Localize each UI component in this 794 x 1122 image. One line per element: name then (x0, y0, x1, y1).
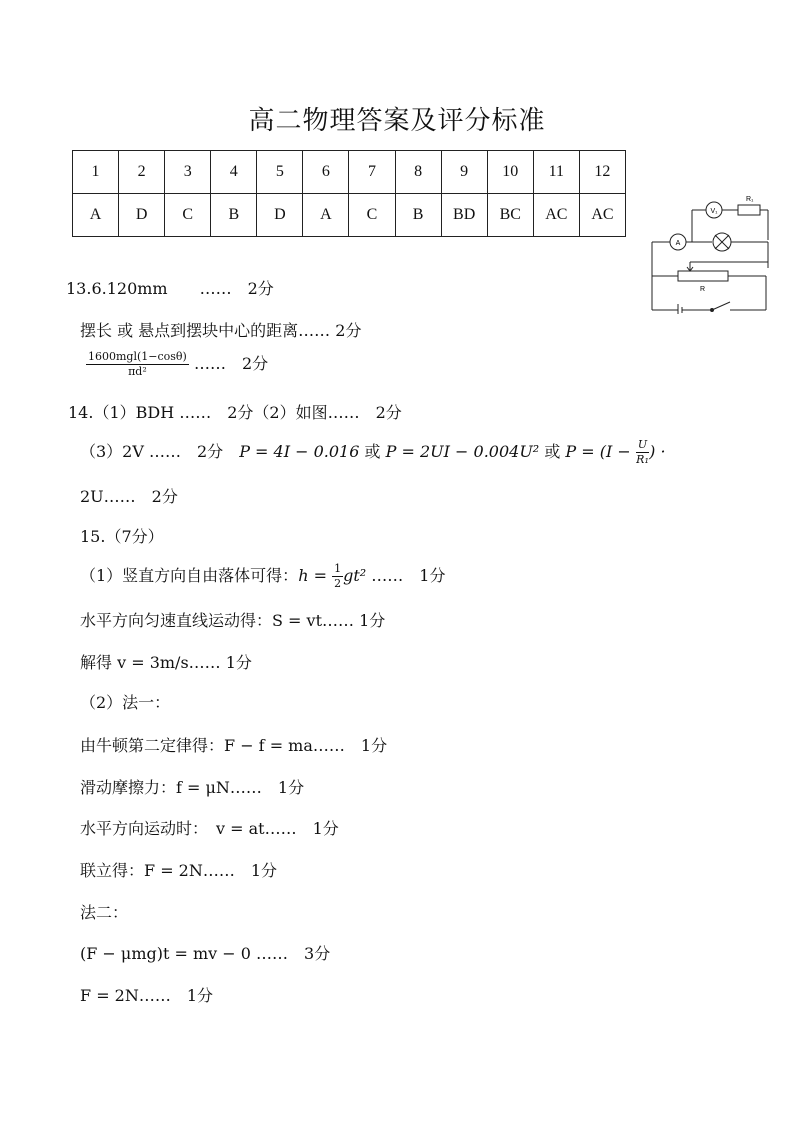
answer-cell: B (395, 194, 441, 237)
page-title: 高二物理答案及评分标准 (248, 106, 546, 136)
answer-cell: A (303, 194, 349, 237)
answer-cell: BC (487, 194, 533, 237)
question-number-cell: 5 (257, 151, 303, 194)
question-number-cell: 3 (165, 151, 211, 194)
q15-line-4: （2）法一： (80, 693, 171, 712)
q13-fraction: $\frac{\text{1600mgl(1−cosθ)}}{\text{πd²}}$ (88, 350, 187, 378)
answer-cell: D (119, 194, 165, 237)
answer-cell: AC (579, 194, 625, 237)
q15-line-6: 滑动摩擦力：f = μN…… 1分 (80, 778, 305, 797)
q15-line-1: （1）竖直方向自由落体可得：h = $\frac{1}{2}$ gt² …… 1分 (80, 562, 446, 590)
q15-line-7: 水平方向运动时： v = at…… 1分 (80, 819, 339, 838)
ammeter-label: A (675, 240, 681, 247)
question-number-cell: 10 (487, 151, 533, 194)
q15-line-10: (F − μmg)t = mv − 0 …… 3分 (80, 944, 331, 963)
q13-line-2: 摆长 或 悬点到摆块中心的距离…… 2分 (80, 321, 362, 340)
q13-line-3: $\frac{\text{1600mgl(1−cosθ)}}{\text{πd²}}$ …… 2分 (88, 350, 269, 378)
q15-line-2: 水平方向匀速直线运动得：S = vt…… 1分 (80, 611, 386, 630)
q15-line-8: 联立得：F = 2N…… 1分 (80, 861, 278, 880)
answer-cell: B (211, 194, 257, 237)
answer-table (72, 150, 626, 237)
answer-cell: C (349, 194, 395, 237)
answer-cell: C (165, 194, 211, 237)
question-number-cell: 11 (533, 151, 579, 194)
table-row-answers (73, 194, 626, 237)
q13-line-1: 13.6.120mm …… 2分 (66, 279, 274, 298)
q15-heading: 15.（7分） (80, 527, 164, 546)
question-number-cell: 6 (303, 151, 349, 194)
voltmeter-label: V₁ (710, 208, 718, 215)
question-number-cell: 2 (119, 151, 165, 194)
question-number-cell: 8 (395, 151, 441, 194)
q14-line-2: （3）2V …… 2分 P = 4I − 0.016 或 P = 2UI − 0.004U² 或 P = (I − $\frac{U}{\text{R₁}}$ ) · (80, 438, 666, 466)
answer-cell: D (257, 194, 303, 237)
question-number-cell: 12 (579, 151, 625, 194)
question-number-cell: 4 (211, 151, 257, 194)
table-row-numbers (73, 151, 626, 194)
answer-cell: BD (441, 194, 487, 237)
rheostat-label: R (700, 286, 706, 293)
question-number-cell: 9 (441, 151, 487, 194)
circuit-diagram (648, 190, 774, 314)
answer-cell: AC (533, 194, 579, 237)
question-number-cell: 1 (73, 151, 119, 194)
resistor-r1-label: R₁ (746, 196, 754, 203)
q15-line-3: 解得 v = 3m/s…… 1分 (80, 653, 252, 672)
q15-line-9: 法二： (80, 903, 129, 922)
q14-line-1: 14.（1）BDH …… 2分（2）如图…… 2分 (68, 403, 402, 422)
answer-cell: A (73, 194, 119, 237)
q15-line-5: 由牛顿第二定律得：F − f = ma…… 1分 (80, 736, 388, 755)
question-number-cell: 7 (349, 151, 395, 194)
q15-line-11: F = 2N…… 1分 (80, 986, 214, 1005)
q14-line-3: 2U…… 2分 (80, 487, 178, 506)
